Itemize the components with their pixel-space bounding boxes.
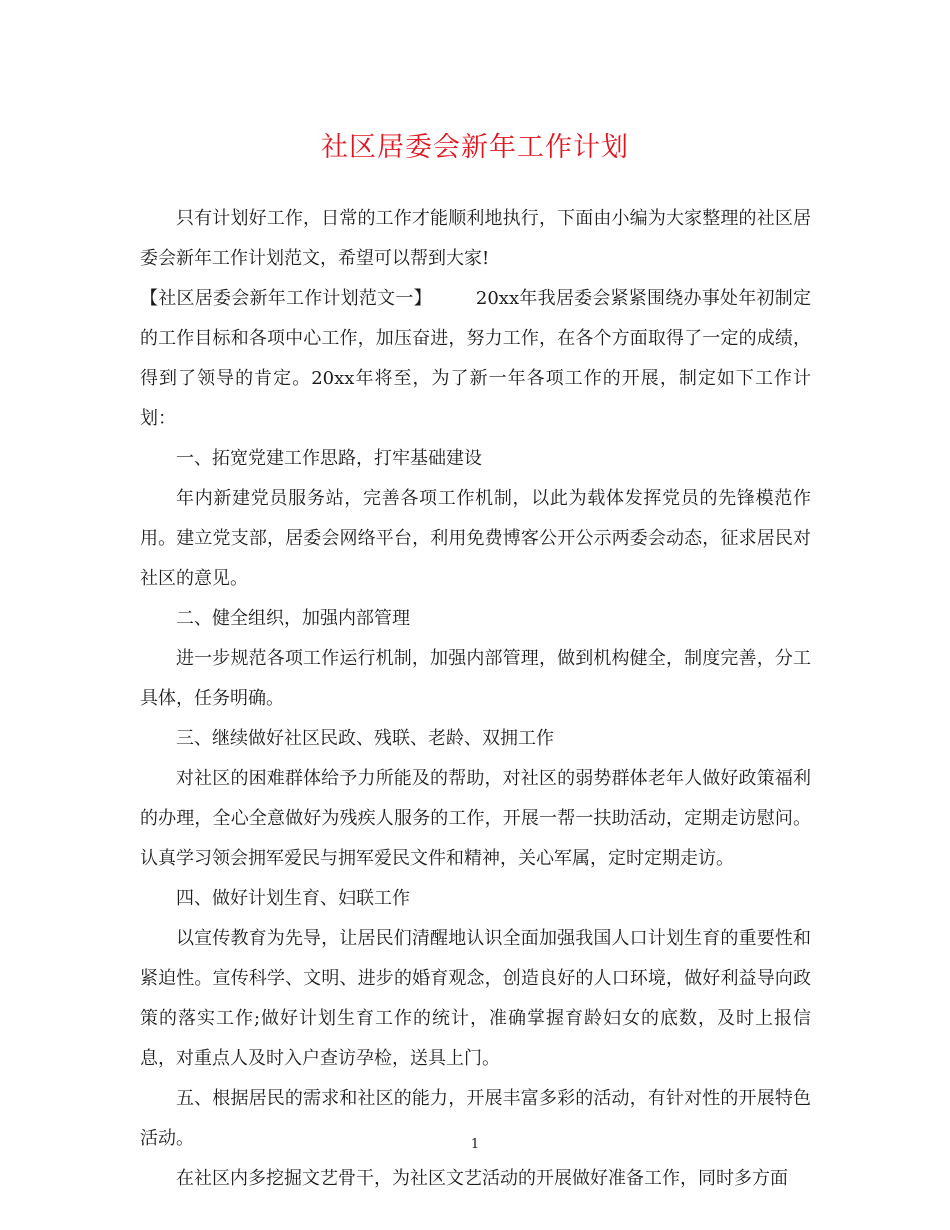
item-heading-1: 一、拓宽党建工作思路，打牢基础建设: [176, 448, 482, 469]
item-heading-3: 三、继续做好社区民政、残联、老龄、双拥工作: [176, 728, 554, 749]
item-body-3: 对社区的困难群体给予力所能及的帮助，对社区的弱势群体老年人做好政策福利的办理，全心全意做好为残疾人服务的工作，开展一帮一扶助活动，定期走访慰问。认真学习领会拥军爱民与拥军爱民文件和精神，关心军属，定时定期走访。: [140, 768, 811, 869]
page-number: 1: [470, 1137, 480, 1152]
item-body-1: 年内新建党员服务站，完善各项工作机制，以此为载体发挥党员的先锋模范作用。建立党支部，居委会网络平台，利用免费博客公开公示两委会动态，征求居民对社区的意见。: [140, 488, 811, 589]
item-heading-2: 二、健全组织，加强内部管理: [176, 608, 410, 629]
item-heading-4: 四、做好计划生育、妇联工作: [176, 888, 410, 909]
section-heading: 【社区居委会新年工作计划范文一】: [140, 288, 432, 309]
section-intro-text: 20xx年我居委会紧紧围绕办事处年初制定的工作目标和各项中心工作，加压奋进，努力工作，在各个方面取得了一定的成绩，得到了领导的肯定。20xx年将至，为了新一年各项工作的开展，制定如下工作计划：: [140, 288, 811, 429]
item-body-2: 进一步规范各项工作运行机制，加强内部管理，做到机构健全，制度完善，分工具体，任务明确。: [140, 648, 811, 709]
item-heading-5: 五、根据居民的需求和社区的能力，开展丰富多彩的活动，有针对性的开展特色活动。: [140, 1088, 811, 1149]
item-body-5: 在社区内多挖掘文艺骨干，为社区文艺活动的开展做好准备工作，同时多方面: [176, 1168, 788, 1189]
intro-paragraph: 只有计划好工作，日常的工作才能顺利地执行，下面由小编为大家整理的社区居委会新年工作计划范文，希望可以帮到大家!: [140, 208, 811, 269]
item-body-4: 以宣传教育为先导，让居民们清醒地认识全面加强我国人口计划生育的重要性和紧迫性。宣传科学、文明、进步的婚育观念，创造良好的人口环境，做好利益导向政策的落实工作;做好计划生育工作的统计，准确掌握育龄妇女的底数，及时上报信息，对重点人及时入户查访孕检，送具上门。: [140, 928, 811, 1069]
document-body: [140, 199, 811, 1199]
document-title: 社区居委会新年工作计划: [321, 132, 629, 163]
section-intro-paragraph: [140, 279, 811, 439]
